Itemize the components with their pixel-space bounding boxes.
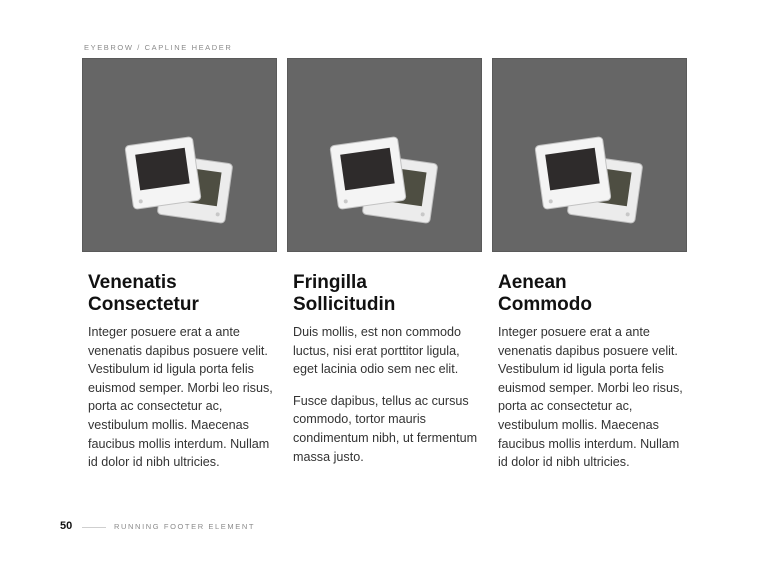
card-paragraph: Fusce dapibus, tellus ac cursus commodo, tortor mauris condimentum nibh, ut fermentum massa justo.	[293, 393, 478, 464]
card-image	[492, 58, 687, 252]
footer-divider	[82, 527, 106, 528]
slides-icon	[83, 59, 278, 253]
slides-icon	[493, 59, 688, 253]
slides-icon	[288, 59, 483, 253]
card-paragraph: Duis mollis, est non commodo luctus, nisi erat porttitor ligula, eget lacinia odio sem nec elit.	[293, 325, 461, 377]
running-footer: RUNNING FOOTER ELEMENT	[114, 522, 256, 531]
content-card	[492, 58, 687, 472]
card-paragraph: Integer posuere erat a ante venenatis dapibus posuere velit. Vestibulum id ligula porta felis euismod semper. Morbi leo risus, porta ac consectetur ac, vestibulum mollis. Maecenas faucibus mollis interdum. Nullam id dolor id nibh ultricies.	[498, 325, 683, 470]
card-image	[287, 58, 482, 252]
content-card	[287, 58, 482, 466]
card-image	[82, 58, 277, 252]
eyebrow-header: EYEBROW / CAPLINE HEADER	[84, 43, 233, 52]
card-title: Aenean Commodo	[498, 272, 592, 315]
card-paragraph: Integer posuere erat a ante venenatis dapibus posuere velit. Vestibulum id ligula porta felis euismod semper. Morbi leo risus, porta ac consectetur ac, vestibulum mollis. Maecenas faucibus mollis interdum. Nullam id dolor id nibh ultricies.	[88, 325, 273, 470]
card-title: Fringilla Sollicitudin	[293, 272, 396, 315]
page-number: 50	[60, 520, 73, 532]
card-title: Venenatis Consectetur	[88, 272, 199, 315]
content-card	[82, 58, 277, 472]
